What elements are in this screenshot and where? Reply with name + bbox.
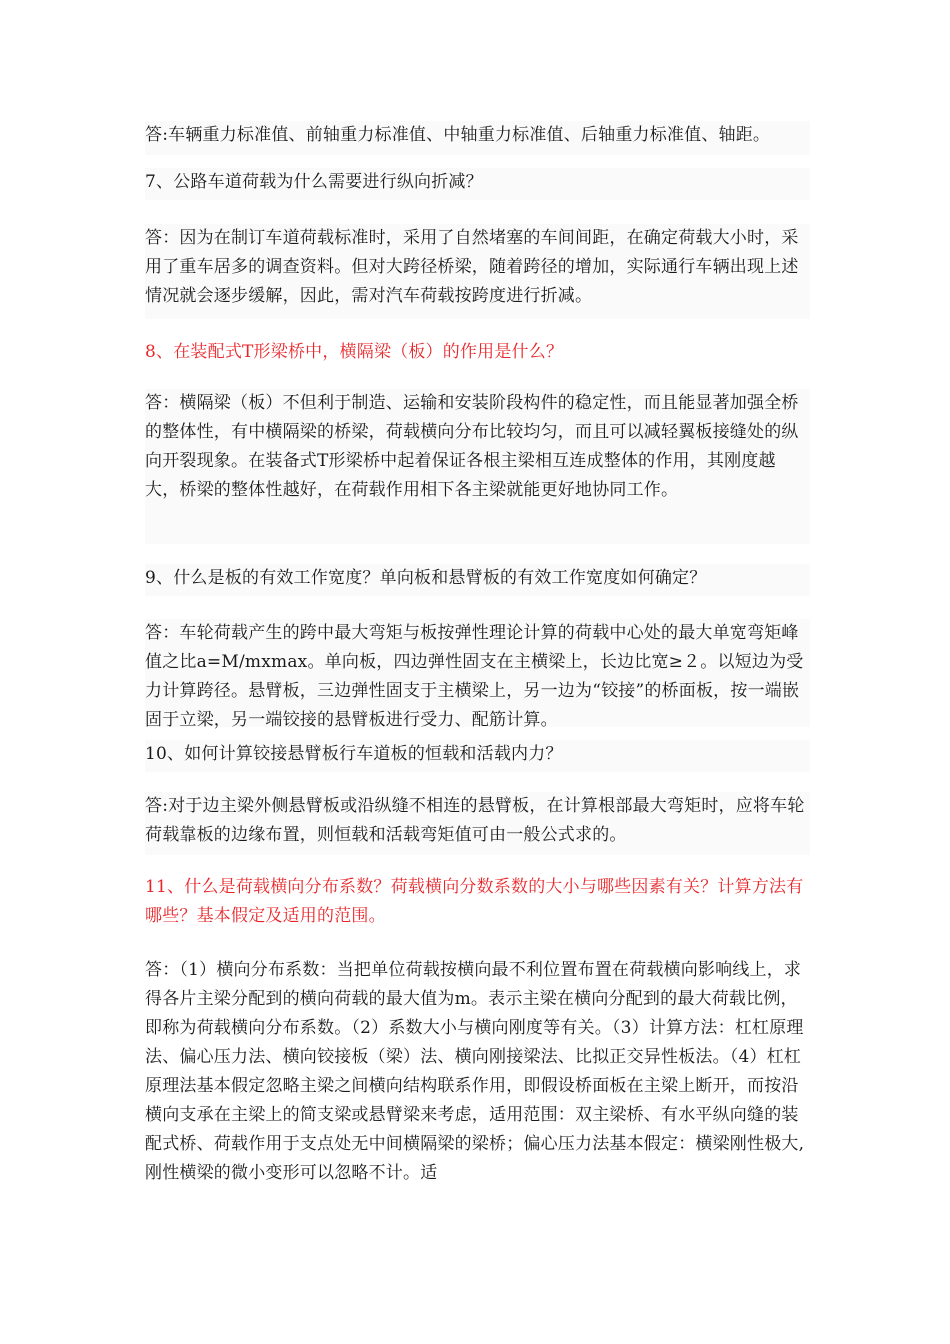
answer-6: 答:车辆重力标准值、前轴重力标准值、中轴重力标准值、后轴重力标准值、轴距。: [145, 121, 810, 155]
question-11: 11、什么是荷载横向分布系数？荷载横向分数系数的大小与哪些因素有关？计算方法有哪些？基本假定及适用的范围。: [145, 877, 804, 926]
answer-10: 答:对于边主梁外侧悬臂板或沿纵缝不相连的悬臂板，在计算根部最大弯矩时，应将车轮荷载靠板的边缘布置，则恒载和活载弯矩值可由一般公式求的。: [145, 792, 810, 855]
question-10: 10、如何计算铰接悬臂板行车道板的恒载和活载内力？: [145, 740, 810, 772]
answer-11: 答：（1）横向分布系数：当把单位荷载按横向最不利位置布置在荷载横向影响线上，求得各片主梁分配到的横向荷载的最大值为m。表示主梁在横向分配到的最大荷载比例，即称为荷载横向分布系数。（2）系数大小与横向刚度等有关。（3）计算方法：杠杠原理法、偏心压力法、横向铰接板（梁）法、横向刚接梁法、比拟正交异性板法。（4）杠杠原理法基本假定忽略主梁之间横向结构联系作用，即假设桥面板在主梁上断开，而按沿横向支承在主梁上的简支梁或悬臂梁来考虑，适用范围：双主梁桥、有水平纵向缝的装配式桥、荷载作用于支点处无中间横隔梁的梁桥；偏心压力法基本假定：横梁刚性极大,刚性横梁的微小变形可以忽略不计。适: [145, 960, 805, 1183]
question-7: 7、公路车道荷载为什么需要进行纵向折减？: [145, 168, 810, 200]
answer-8: 答：横隔梁（板）不但利于制造、运输和安装阶段构件的稳定性，而且能显著加强全桥的整体性，有中横隔梁的桥梁，荷载横向分布比较均匀，而且可以减轻翼板接缝处的纵向开裂现象。在装备式T形梁桥中起着保证各根主梁相互连成整体的作用，其刚度越大，桥梁的整体性越好，在荷载作用相下各主梁就能更好地协同工作。: [145, 389, 810, 544]
answer-7: 答：因为在制订车道荷载标准时，采用了自然堵塞的车间间距，在确定荷载大小时，采用了重车居多的调查资料。但对大跨径桥梁，随着跨径的增加，实际通行车辆出现上述情况就会逐步缓解，因此，需对汽车荷载按跨度进行折减。: [145, 224, 810, 319]
answer-9: 答：车轮荷载产生的跨中最大弯矩与板按弹性理论计算的荷载中心处的最大单宽弯矩峰值之比a=M/mxmax。单向板，四边弹性固支在主横梁上，长边比宽≥２。以短边为受力计算跨径。悬臂板，三边弹性固支于主横梁上，另一边为“铰接”的桥面板，按一端嵌固于立梁，另一端铰接的悬臂板进行受力、配筋计算。: [145, 619, 810, 727]
question-8: 8、在装配式T形梁桥中，横隔梁（板）的作用是什么？: [145, 342, 564, 362]
question-9: 9、什么是板的有效工作宽度？单向板和悬臂板的有效工作宽度如何确定？: [145, 564, 810, 596]
